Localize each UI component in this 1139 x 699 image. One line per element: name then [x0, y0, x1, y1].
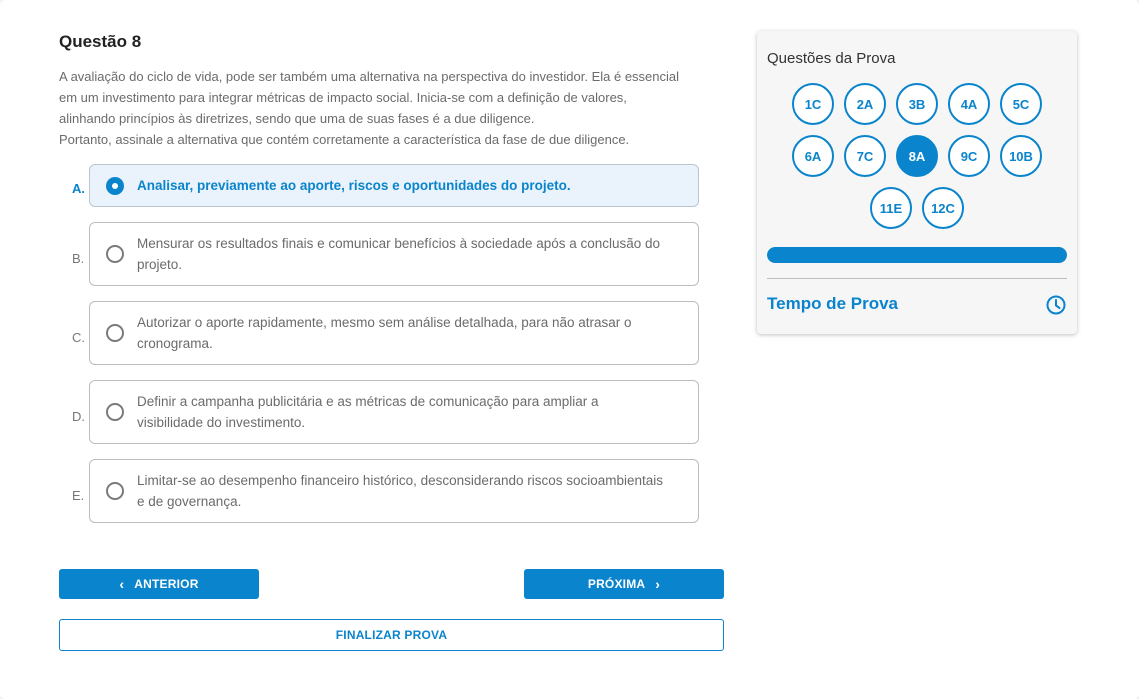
previous-button[interactable] — [59, 569, 259, 599]
option-text — [137, 175, 686, 196]
question-button[interactable]: 11E — [870, 187, 912, 229]
radio-icon[interactable] — [106, 403, 124, 421]
chevron-left-icon: ‹ — [119, 576, 125, 592]
question-button[interactable]: 5C — [1000, 83, 1042, 125]
questions-panel — [757, 31, 1077, 334]
question-button[interactable]: 8A — [896, 135, 938, 177]
option-text-line: cronograma. — [137, 336, 213, 351]
progress-bar — [767, 247, 1067, 263]
radio-icon[interactable] — [106, 245, 124, 263]
question-button[interactable]: 12C — [922, 187, 964, 229]
option-text-line: visibilidade do investimento. — [137, 415, 306, 430]
question-button[interactable]: 10B — [1000, 135, 1042, 177]
option-c[interactable] — [59, 301, 699, 365]
option-text — [137, 312, 686, 354]
radio-icon[interactable] — [106, 324, 124, 342]
option-letter: E. — [72, 488, 85, 503]
question-text-line: Portanto, assinale a alternativa que contém corretamente a característica da fase de due diligence. — [59, 132, 630, 147]
radio-selected-icon[interactable] — [106, 177, 124, 195]
option-b[interactable] — [59, 222, 699, 286]
question-button[interactable]: 6A — [792, 135, 834, 177]
clock-icon[interactable] — [1046, 295, 1066, 315]
timer-label: Tempo de Prova — [767, 294, 898, 313]
option-text-line: Limitar-se ao desempenho financeiro histórico, desconsiderando riscos socioambientais — [137, 473, 664, 488]
chevron-right-icon: › — [655, 576, 661, 592]
next-button-label: PRÓXIMA — [587, 577, 646, 591]
option-text-line: Mensurar os resultados finais e comunicar benefícios à sociedade após a conclusão do — [137, 236, 661, 251]
question-text-line: alinhando princípios às diretrizes, sendo que uma de suas fases é a due diligence. — [59, 111, 535, 126]
question-button[interactable]: 4A — [948, 83, 990, 125]
option-d[interactable] — [59, 380, 699, 444]
option-text-line: Analisar, previamente ao aporte, riscos e oportunidades do projeto. — [137, 178, 571, 193]
divider — [767, 278, 1067, 279]
question-button[interactable]: 7C — [844, 135, 886, 177]
option-a[interactable] — [59, 164, 699, 207]
question-text-line: em um investimento para integrar métricas de impacto social. Inicia-se com a definição de valores, — [59, 90, 627, 105]
radio-icon[interactable] — [106, 482, 124, 500]
question-button[interactable]: 1C — [792, 83, 834, 125]
question-button[interactable]: 2A — [844, 83, 886, 125]
finish-exam-button[interactable] — [59, 619, 724, 651]
progress-fill — [767, 247, 1067, 263]
question-text-line: A avaliação do ciclo de vida, pode ser também uma alternativa na perspectiva do investidor. Ela é essencial — [59, 69, 680, 84]
option-box[interactable] — [89, 222, 699, 286]
question-text — [59, 66, 729, 150]
question-title: Questão 8 — [59, 32, 142, 51]
option-text — [137, 233, 686, 275]
question-button[interactable]: 9C — [948, 135, 990, 177]
question-button[interactable]: 3B — [896, 83, 938, 125]
option-letter: D. — [72, 409, 85, 424]
option-box[interactable] — [89, 301, 699, 365]
option-text-line: Autorizar o aporte rapidamente, mesmo sem análise detalhada, para não atrasar o — [137, 315, 632, 330]
option-e[interactable] — [59, 459, 699, 523]
previous-button-label: ANTERIOR — [134, 577, 199, 591]
panel-title: Questões da Prova — [767, 50, 896, 67]
option-text — [137, 470, 686, 512]
option-box[interactable] — [89, 164, 699, 207]
option-text-line: Definir a campanha publicitária e as métricas de comunicação para ampliar a — [137, 394, 599, 409]
option-text-line: e de governança. — [137, 494, 242, 509]
option-letter: B. — [72, 251, 85, 266]
option-letter: A. — [72, 181, 85, 196]
option-text — [137, 391, 686, 433]
option-box[interactable] — [89, 459, 699, 523]
option-box[interactable] — [89, 380, 699, 444]
option-text-line: projeto. — [137, 257, 183, 272]
finish-exam-label: FINALIZAR PROVA — [335, 628, 448, 642]
next-button[interactable] — [524, 569, 724, 599]
option-letter: C. — [72, 330, 85, 345]
